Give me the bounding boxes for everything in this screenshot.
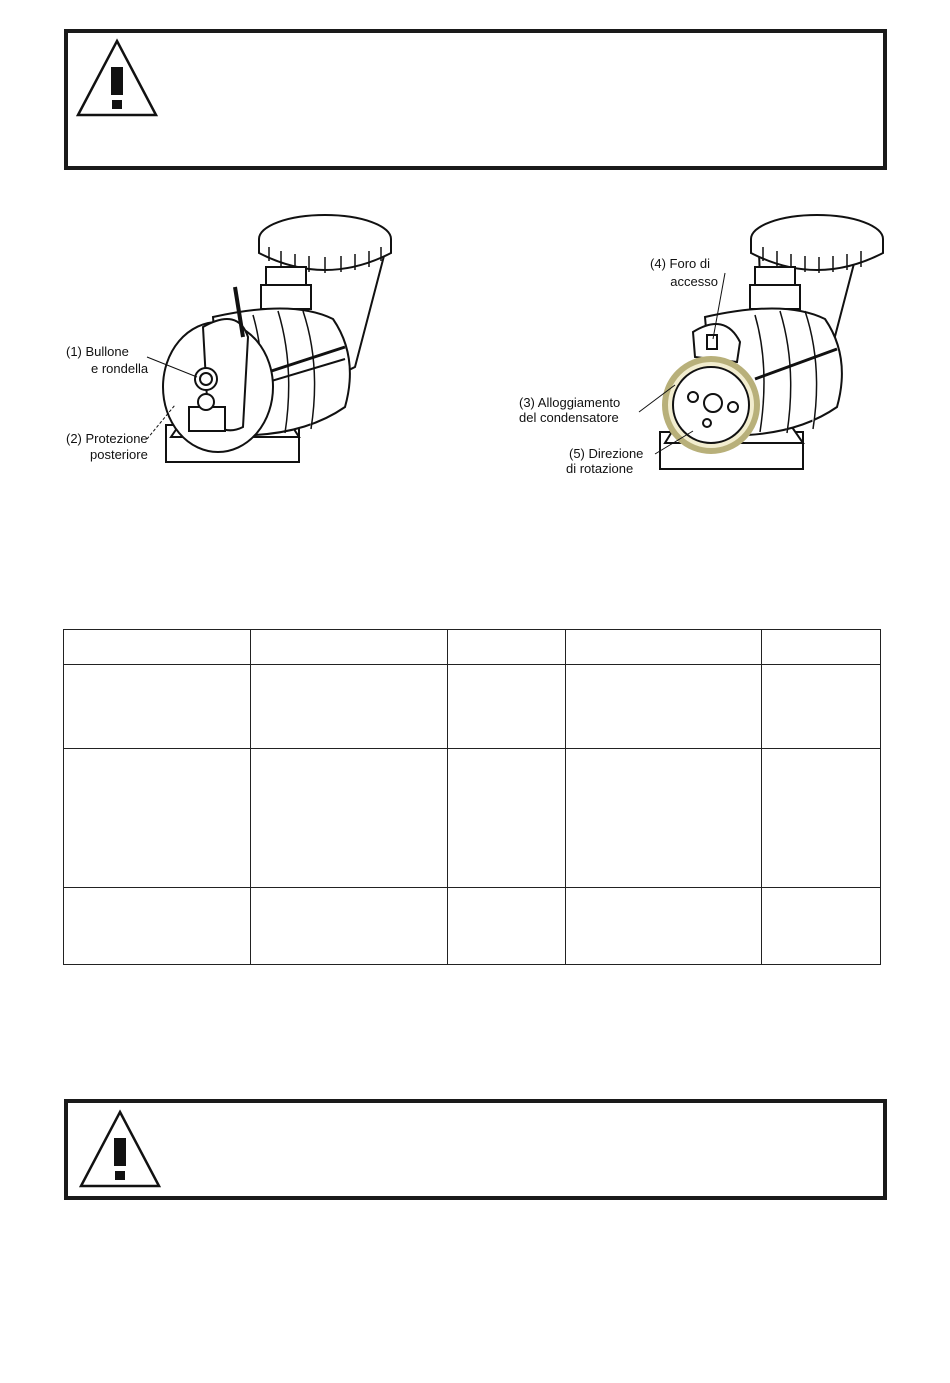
- callout-capacitor-housing-line2: del condensatore: [519, 410, 619, 425]
- table-cell: [566, 630, 762, 665]
- table-cell: [566, 749, 762, 888]
- table-cell: [64, 665, 251, 749]
- table-row: [64, 749, 881, 888]
- table-cell: [251, 630, 448, 665]
- callout-access-hole-line2: accesso: [670, 274, 718, 289]
- table-cell: [448, 749, 566, 888]
- table-cell: [566, 888, 762, 965]
- table-cell: [762, 665, 881, 749]
- table-cell: [762, 888, 881, 965]
- table-cell: [762, 749, 881, 888]
- table-cell: [251, 665, 448, 749]
- callout-leader-lines-right: [515, 207, 893, 480]
- callout-bolt-washer-line2: e rondella: [91, 361, 149, 376]
- pump-capacitor-view-figure: [515, 207, 893, 480]
- table-cell: [64, 630, 251, 665]
- callout-leader-lines: [63, 207, 398, 480]
- warning-triangle-icon: [74, 37, 160, 119]
- warning-box-bottom: [64, 1099, 887, 1200]
- table-cell: [448, 665, 566, 749]
- callout-bolt-washer-line1: (1) Bullone: [66, 344, 129, 359]
- table-cell: [64, 749, 251, 888]
- table-cell: [251, 749, 448, 888]
- specification-table: [63, 629, 881, 965]
- table-cell: [448, 888, 566, 965]
- warning-box-top: [64, 29, 887, 170]
- callout-capacitor-housing-line1: (3) Alloggiamento: [519, 395, 621, 410]
- pump-rear-view-figure: [63, 207, 398, 480]
- callout-rear-guard-line1: (2) Protezione: [66, 431, 148, 446]
- warning-triangle-icon: [77, 1108, 163, 1190]
- table-row: [64, 630, 881, 665]
- callout-rear-guard-line2: posteriore: [90, 447, 148, 462]
- table-cell: [64, 888, 251, 965]
- table-cell: [251, 888, 448, 965]
- table-cell: [448, 630, 566, 665]
- table-row: [64, 665, 881, 749]
- callout-rotation-direction-line1: (5) Direzione: [569, 446, 644, 461]
- table-cell: [762, 630, 881, 665]
- table-row: [64, 888, 881, 965]
- callout-access-hole-line1: (4) Foro di: [650, 256, 710, 271]
- table-cell: [566, 665, 762, 749]
- callout-rotation-direction-line2: di rotazione: [566, 461, 634, 476]
